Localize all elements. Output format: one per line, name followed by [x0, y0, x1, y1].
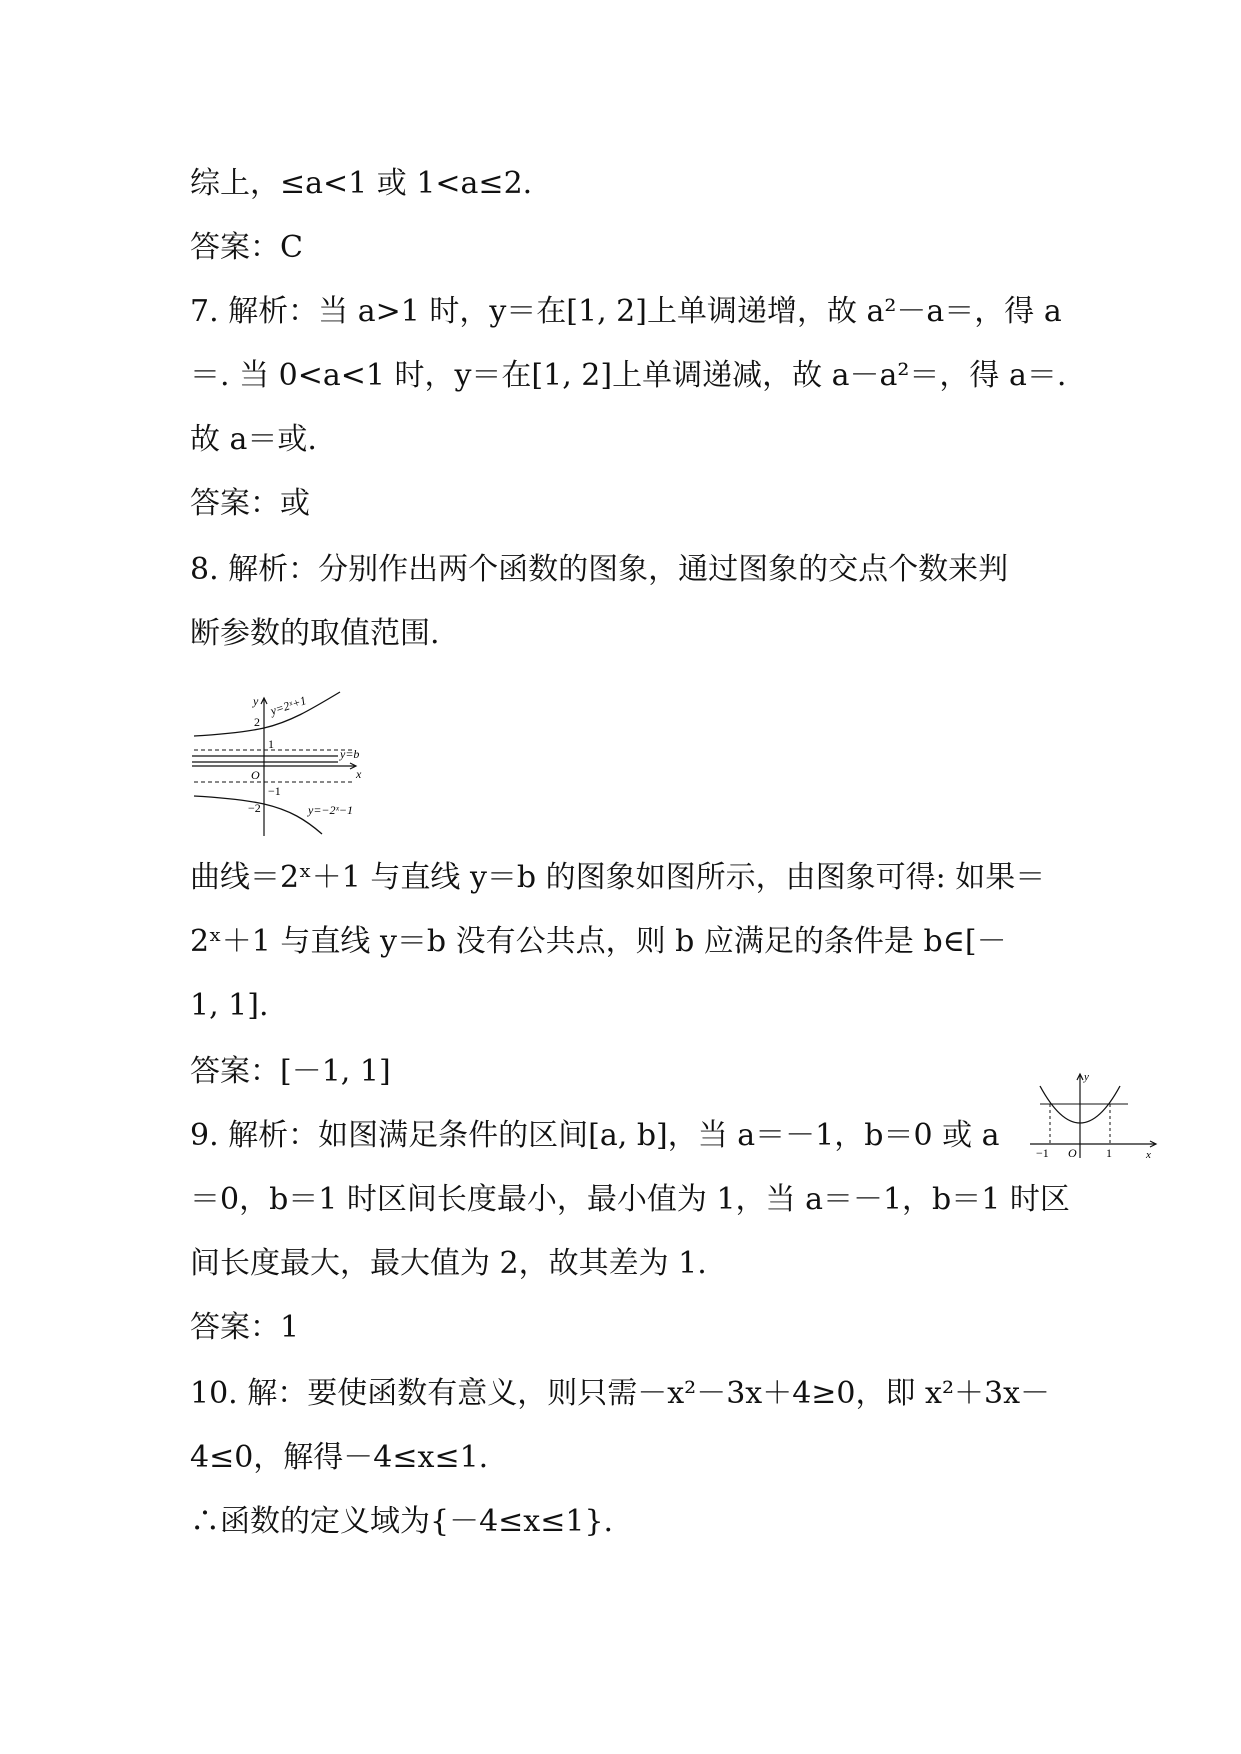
text-line: 答案：或	[190, 486, 310, 521]
text-line: 1, 1].	[190, 988, 269, 1023]
text-line: 曲线＝2ˣ＋1 与直线 y＝b 的图象如图所示，由图象可得: 如果＝	[190, 860, 1046, 895]
text-line: 8. 解析：分别作出两个函数的图象，通过图象的交点个数来判	[190, 552, 1009, 587]
origin-label: O	[1068, 1146, 1077, 1160]
text-line: 答案：1	[190, 1310, 300, 1345]
y-axis-label: y	[253, 694, 259, 708]
text-line: 综上，≤a<1 或 1<a≤2.	[190, 166, 533, 201]
tick-label-1: 1	[1106, 1146, 1112, 1160]
y-axis-label: y	[1084, 1071, 1089, 1083]
text-line: 4≤0，解得－4≤x≤1.	[190, 1440, 489, 1475]
text-line: ＝. 当 0<a<1 时，y＝在[1, 2]上单调递减，故 a－a²＝，得 a＝.	[190, 358, 1067, 393]
curve-top-label: y=2ˣ+1	[268, 693, 309, 718]
text-line: ∴函数的定义域为{－4≤x≤1}.	[190, 1504, 614, 1539]
text-line: ＝0，b＝1 时区间长度最小，最小值为 1，当 a＝－1，b＝1 时区	[190, 1182, 1070, 1217]
y-axis	[261, 698, 267, 836]
tick-label-neg1: −1	[1036, 1146, 1049, 1160]
origin-label: O	[251, 768, 260, 782]
text-line: 10. 解：要使函数有意义，则只需－x²－3x＋4≥0，即 x²＋3x－	[190, 1376, 1050, 1411]
tick-label-neg2: −2	[248, 801, 261, 815]
x-axis	[1030, 1141, 1156, 1147]
text-line: 答案：C	[190, 230, 303, 265]
curve-top	[194, 692, 340, 736]
text-line: 间长度最大，最大值为 2，故其差为 1.	[190, 1246, 707, 1281]
text-line: 断参数的取值范围.	[190, 616, 440, 651]
x-axis-label: x	[356, 767, 362, 781]
text-line: 7. 解析：当 a>1 时，y＝在[1, 2]上单调递增，故 a²－a＝，得 a	[190, 294, 1062, 329]
graph-figure-2	[1028, 1068, 1158, 1160]
y-axis	[1077, 1074, 1083, 1158]
line-b-label: y=b	[340, 747, 360, 761]
text-line: 9. 解析：如图满足条件的区间[a, b]，当 a＝－1，b＝0 或 a	[190, 1118, 1000, 1153]
tick-label-1: 1	[268, 737, 274, 751]
x-axis-label: x	[1146, 1149, 1151, 1160]
x-axis	[192, 763, 356, 769]
tick-label-2: 2	[254, 715, 260, 729]
text-line: 2ˣ＋1 与直线 y＝b 没有公共点，则 b 应满足的条件是 b∈[－	[190, 924, 1007, 959]
graph-figure-1	[190, 688, 380, 838]
tick-label-neg1: −1	[268, 784, 281, 798]
curve-bottom-label: y=−2ˣ−1	[308, 803, 354, 817]
text-line: 故 a＝或.	[190, 422, 317, 457]
text-line: 答案：[－1, 1]	[190, 1054, 391, 1089]
